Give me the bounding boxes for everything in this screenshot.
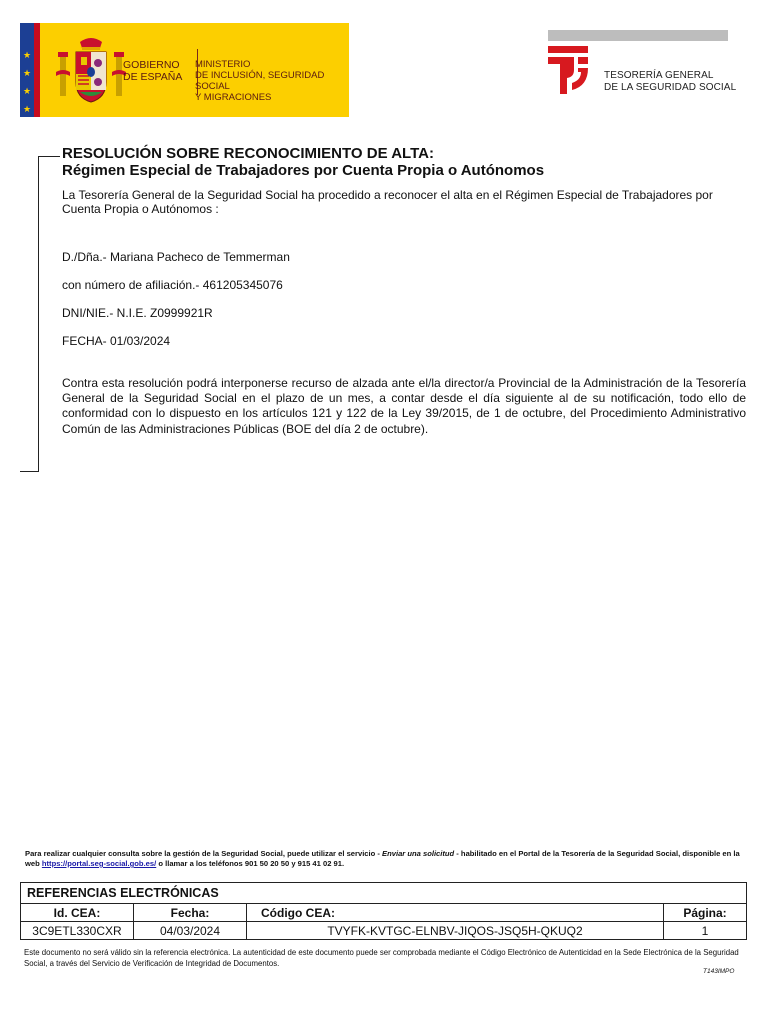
- tgss-line-2: DE LA SEGURIDAD SOCIAL: [604, 82, 737, 93]
- electronic-references-table: [20, 882, 747, 940]
- validity-disclaimer: Este documento no será válido sin la referencia electrónica. La autenticidad de este documento puede ser comprobada mediante el Código Electrónico de Autenticidad en la Sede Electrónica de la Seguridad Social, a través del Servicio de Verificación de Integridad de Documentos.: [24, 948, 739, 968]
- ministry-line-3: Y MIGRACIONES: [195, 92, 272, 103]
- espana-line: DE ESPAÑA: [123, 71, 183, 83]
- dni-nie: DNI/NIE.- N.I.E. Z0999921R: [62, 306, 213, 320]
- tgss-grey-bar: [548, 30, 728, 41]
- page-value: 1: [664, 922, 747, 940]
- flag-red-strip: [34, 23, 40, 117]
- date-label: Fecha:: [134, 904, 247, 922]
- contact-note-middle: - habilitado en el Portal de la Tesorería de la Seguridad Social, disponible en la web: [25, 849, 740, 868]
- eu-flag-strip: [20, 23, 34, 117]
- gobierno-line: GOBIERNO: [123, 59, 180, 71]
- star-icon: ★: [23, 104, 32, 114]
- tgss-logo-icon: [546, 46, 590, 94]
- portal-link[interactable]: https://portal.seg-social.gob.es/: [41, 859, 157, 868]
- intro-paragraph: La Tesorería General de la Seguridad Social ha procedido a reconocer el alta en el Régimen Especial de Trabajadores por Cuenta Propia o Autónomos :: [62, 188, 713, 216]
- page-label: Página:: [664, 904, 747, 922]
- code-cea-value: TVYFK-KVTGC-ELNBV-JIQOS-JSQ5H-QKUQ2: [247, 922, 664, 940]
- document-subtitle: Régimen Especial de Trabajadores por Cuenta Propia o Autónomos: [62, 162, 545, 179]
- code-cea-label: Código CEA:: [247, 904, 664, 922]
- bracket-line: [38, 156, 39, 471]
- id-cea-label: Id. CEA:: [21, 904, 134, 922]
- bracket-bottom: [20, 471, 39, 472]
- appeal-paragraph: Contra esta resolución podrá interponerse recurso de alzada ante el/la director/a Provincial de la Administración de la Tesorería General de la Seguridad Social en el plazo de un mes, a contar desde el día siguiente al de su notificación, todo ello de conformidad con lo dispuesto en los artículos 121 y 122 de la Ley 39/2015, de 1 de octubre, del Procedimiento Administrativo Común de las Administraciones Públicas (BOE del día 2 de octubre).: [62, 376, 746, 436]
- id-cea-value: 3C9ETL330CXR: [21, 922, 134, 940]
- ministry-label: [195, 59, 349, 103]
- affiliation-number: con número de afiliación.- 461205345076: [62, 278, 283, 292]
- contact-note: [25, 849, 745, 869]
- form-code: T143IMPO: [703, 968, 735, 975]
- document-title: RESOLUCIÓN SOBRE RECONOCIMIENTO DE ALTA:: [62, 145, 434, 162]
- star-icon: ★: [23, 50, 32, 60]
- star-icon: ★: [23, 86, 32, 96]
- contact-note-text: Para realizar cualquier consulta sobre la gestión de la Seguridad Social, puede utilizar el servicio -: [25, 849, 383, 858]
- ministry-line-2: DE INCLUSIÓN, SEGURIDAD SOCIAL: [195, 70, 325, 92]
- tgss-line-1: TESORERÍA GENERAL: [604, 70, 714, 81]
- tgss-label: [604, 70, 736, 94]
- phone-numbers: o llamar a los teléfonos 901 50 20 50 y 915 41 02 91.: [156, 859, 345, 868]
- date-value: 04/03/2024: [134, 922, 247, 940]
- bracket-top: [38, 156, 60, 157]
- gobierno-label: [123, 59, 182, 83]
- references-title: REFERENCIAS ELECTRÓNICAS: [21, 883, 747, 904]
- ministry-line-1: MINISTERIO: [195, 59, 251, 70]
- gobierno-espana-banner: [20, 23, 349, 117]
- star-icon: ★: [23, 68, 32, 78]
- service-name: Enviar una solicitud: [382, 849, 455, 858]
- resolution-date: FECHA- 01/03/2024: [62, 334, 171, 348]
- coat-of-arms-icon: [54, 36, 128, 108]
- holder-name: D./Dña.- Mariana Pacheco de Temmerman: [62, 250, 290, 264]
